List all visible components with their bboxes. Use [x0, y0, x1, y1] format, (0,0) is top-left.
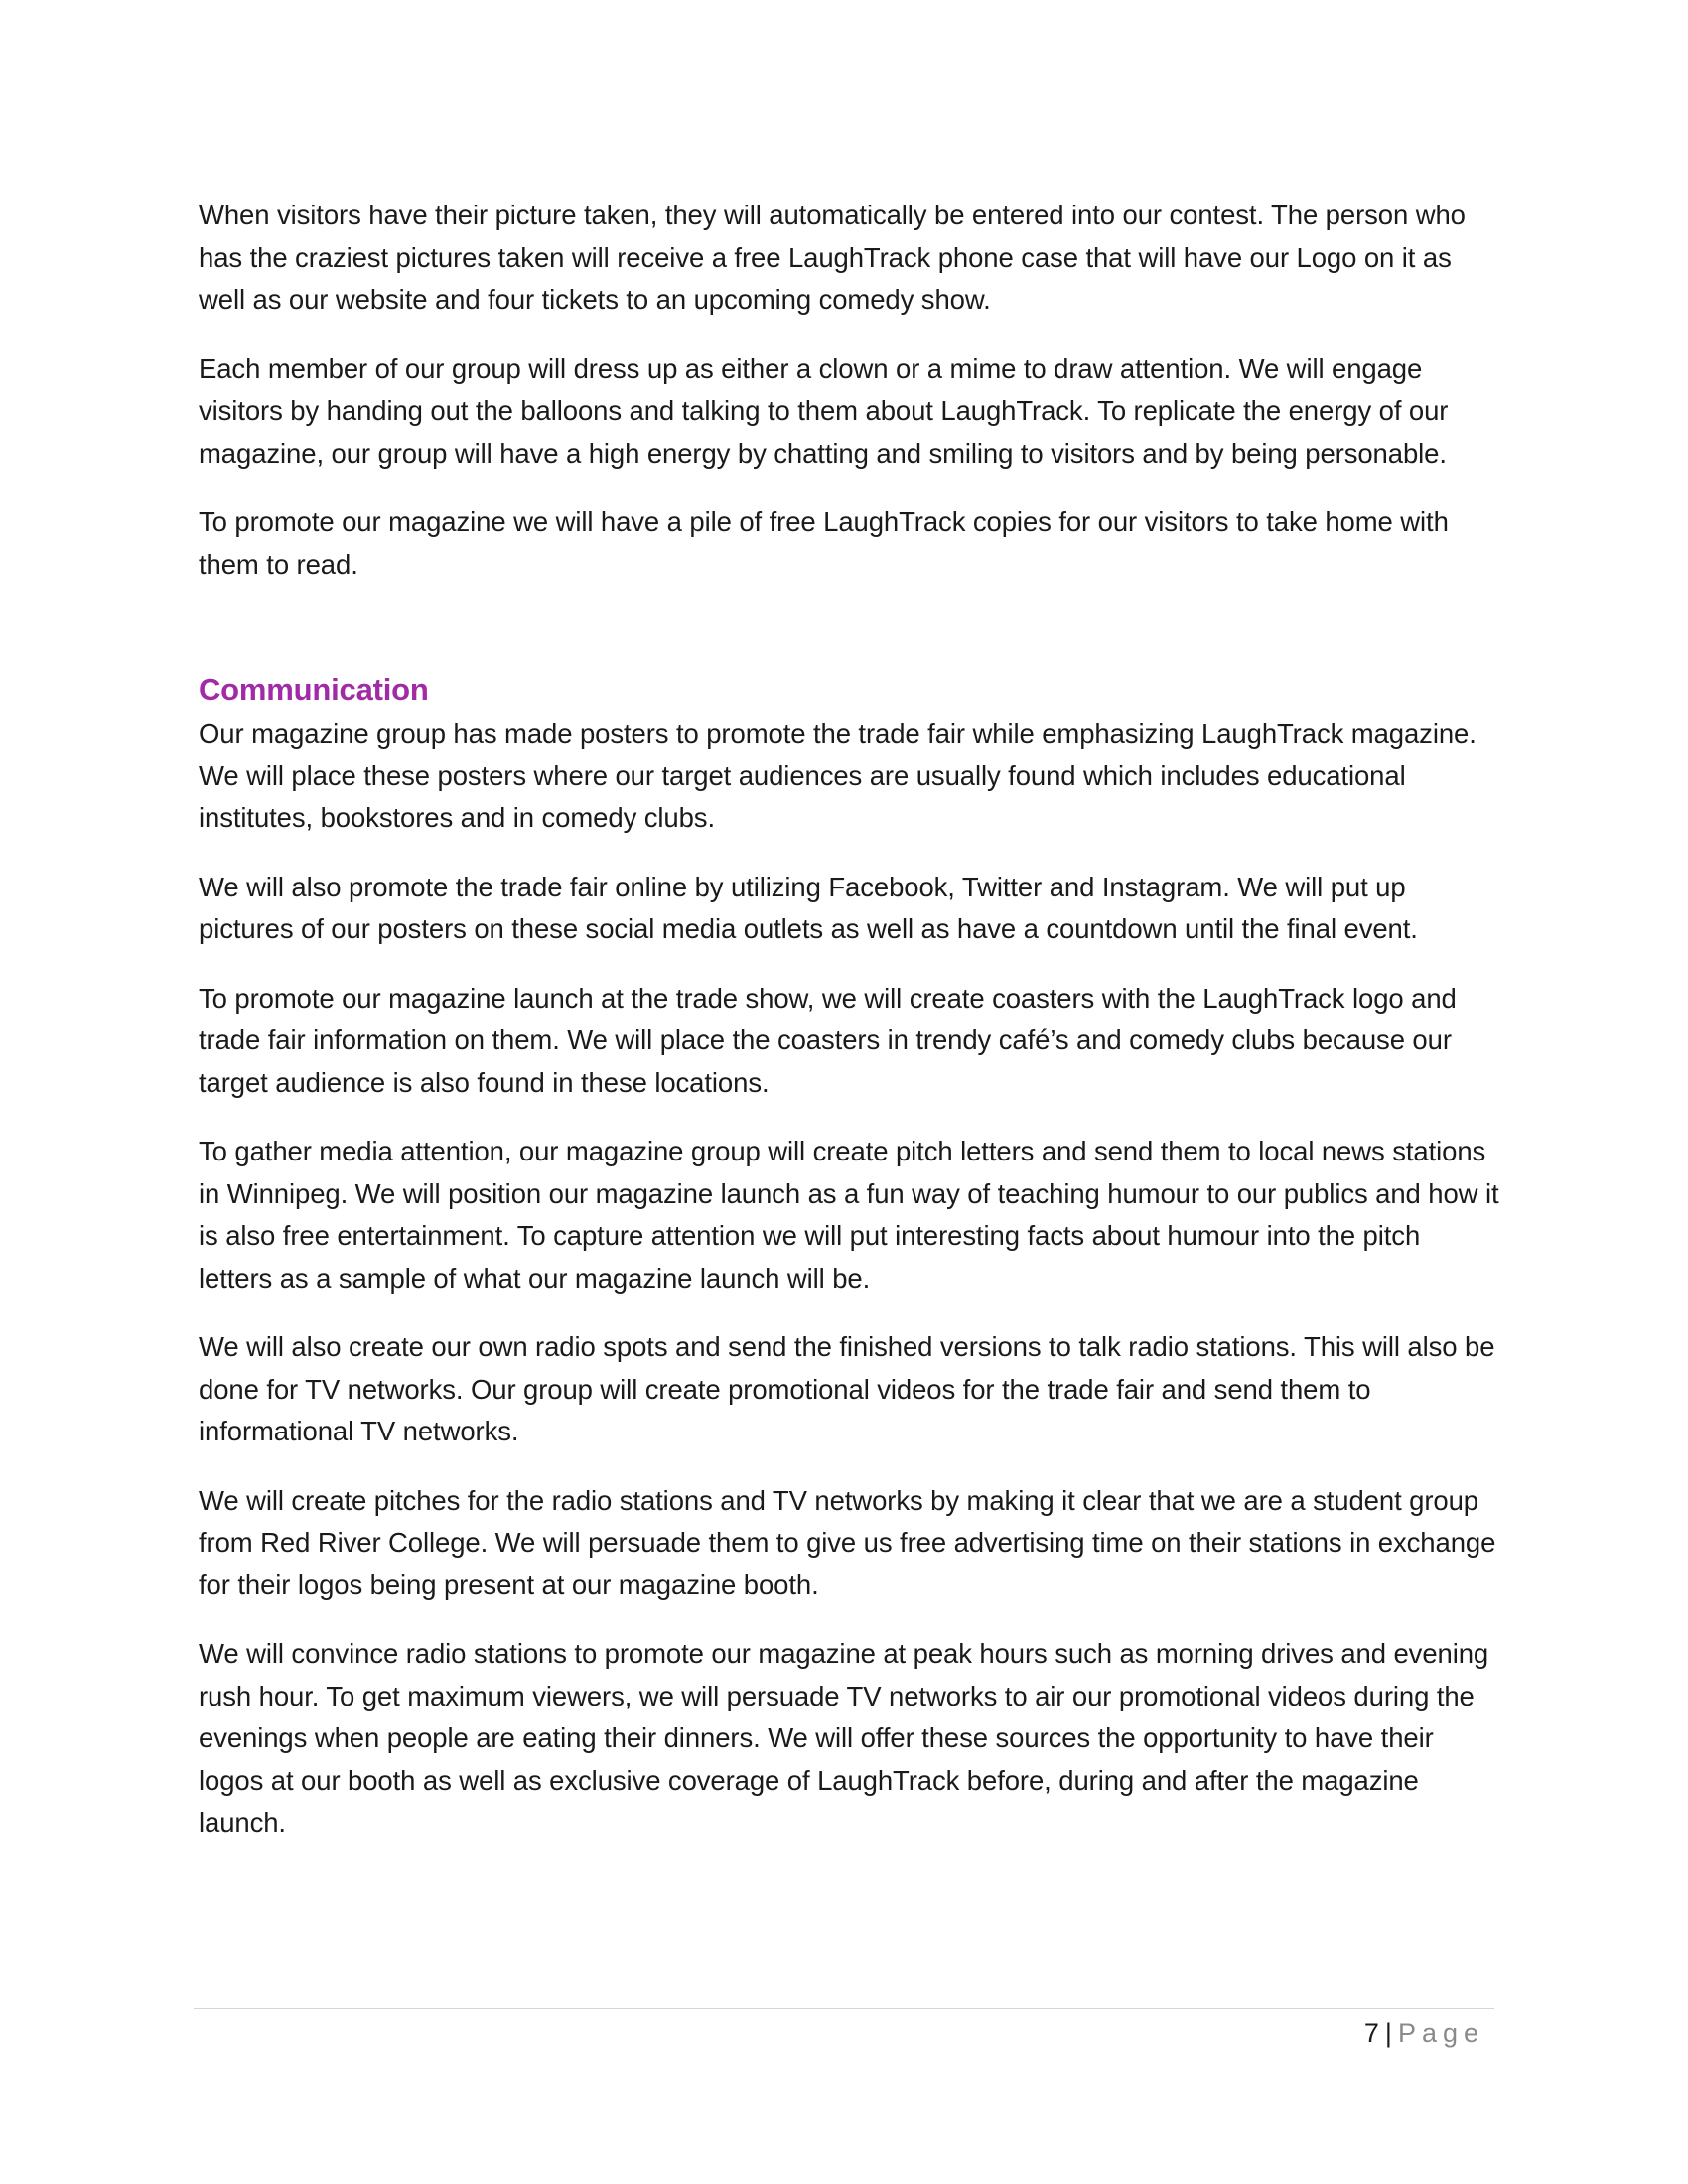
footer-divider: [194, 2008, 1494, 2009]
page-content: [199, 195, 1499, 1871]
section-heading-communication: Communication: [199, 672, 429, 707]
paragraph-contest: When visitors have their picture taken, they will automatically be entered into our contest. The person who has the craziest pictures taken will receive a free LaughTrack phone case that will have our Logo on it as well as our website and four tickets to an upcoming comedy show.: [199, 200, 1466, 315]
paragraph-pitch-letters: To gather media attention, our magazine group will create pitch letters and send them to local news stations in Winnipeg. We will position our magazine launch as a fun way of teaching humour to our publics and how it is also free entertainment. To capture attention we will put interesting facts about humour into the pitch letters as a sample of what our magazine launch will be.: [199, 1136, 1499, 1294]
paragraph-costumes: Each member of our group will dress up as either a clown or a mime to draw attention. We will engage visitors by handing out the balloons and talking to them about LaughTrack. To replicate the energy of our magazine, our group will have a high energy by chatting and smiling to visitors and by being personable.: [199, 352, 1449, 469]
paragraph-posters: Our magazine group has made posters to promote the trade fair while emphasizing LaughTrack magazine. We will place these posters where our target audiences are usually found which includes educational institutes, bookstores and in comedy clubs.: [199, 718, 1477, 833]
paragraph-free-copies: To promote our magazine we will have a pile of free LaughTrack copies for our visitors to take home with them to read.: [199, 506, 1449, 580]
paragraph-coasters: To promote our magazine launch at the trade show, we will create coasters with the LaughTrack logo and trade fair information on them. We will place the coasters in trendy café’s and comedy clubs because our target audience is also found in these locations.: [199, 982, 1457, 1098]
page-footer: [1364, 2013, 1484, 2053]
paragraph-radio-spots: We will also create our own radio spots and send the finished versions to talk radio stations. This will also be done for TV networks. Our group will create promotional videos for the trade fair and send them to informational TV networks.: [199, 1331, 1495, 1446]
page-label: Page: [1397, 2018, 1484, 2048]
paragraph-peak-hours: We will convince radio stations to promote our magazine at peak hours such as morning drives and evening rush hour. To get maximum viewers, we will persuade TV networks to air our promotional videos during the evenings when people are eating their dinners. We will offer these sources the opportunity to have their logos at our booth as well as exclusive coverage of LaughTrack before, during and after the magazine launch.: [199, 1638, 1489, 1838]
paragraph-pitches: We will create pitches for the radio stations and TV networks by making it clear that we are a student group from Red River College. We will persuade them to give us free advertising time on their stations in exchange for their logos being present at our magazine booth.: [199, 1484, 1496, 1600]
page-number: 7: [1363, 2018, 1379, 2048]
footer-separator: |: [1384, 2018, 1392, 2048]
paragraph-social-media: We will also promote the trade fair online by utilizing Facebook, Twitter and Instagram. We will put up pictures of our posters on these social media outlets as well as have a countdown until the final event.: [199, 871, 1418, 944]
